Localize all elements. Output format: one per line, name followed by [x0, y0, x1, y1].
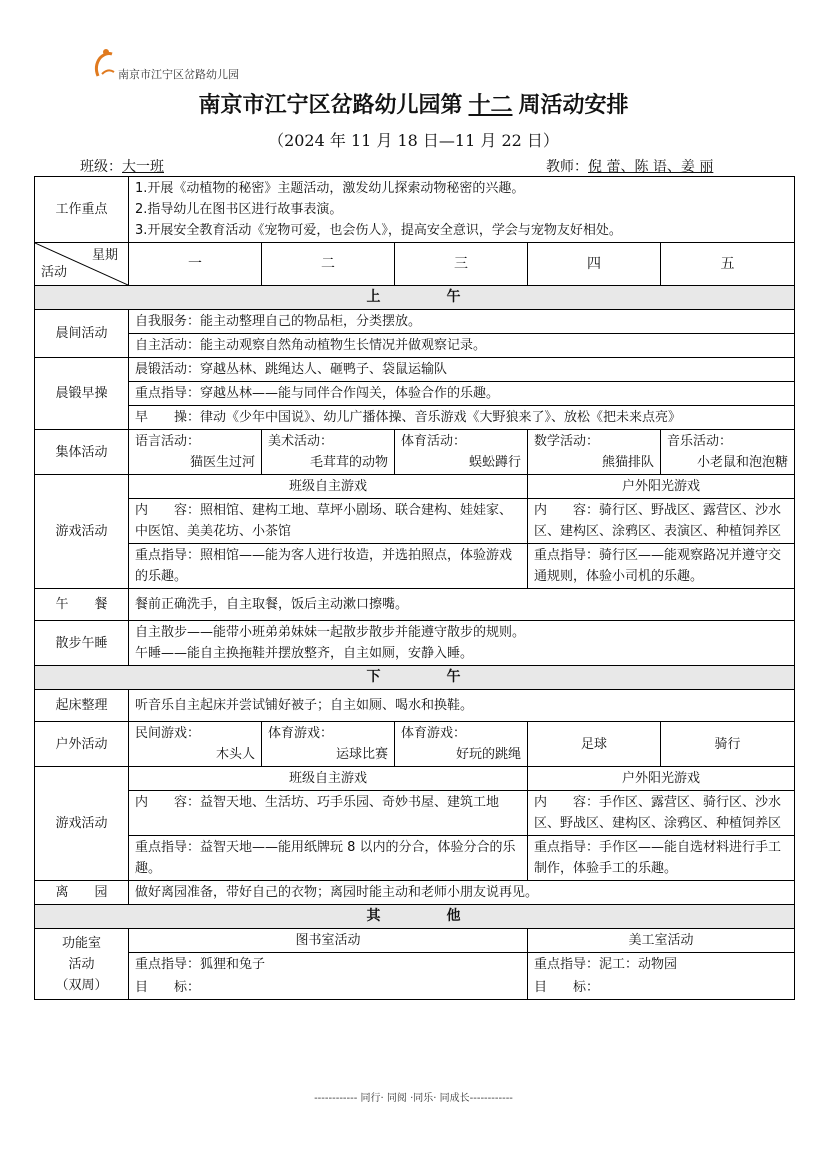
- function-room-label-line: 活动: [68, 956, 95, 972]
- library-guidance: 重点指导：狐狸和兔子: [129, 953, 528, 977]
- group-activity-label: 集体活动: [35, 430, 129, 475]
- function-room-row: [35, 953, 795, 977]
- outdoor-cell: [129, 722, 262, 767]
- morning-section-label: 上 午: [35, 286, 795, 310]
- week-number: 十二: [468, 92, 513, 118]
- self-activity-text: 自主活动：能主动观察自然角动植物生长情况并做观察记录。: [129, 334, 795, 358]
- outdoor-type: 民间游戏：: [135, 726, 201, 741]
- work-focus-item: 1.开展《动植物的秘密》主题活动，激发幼儿探索动物秘密的兴趣。: [135, 181, 525, 196]
- game-pm-row: [35, 767, 795, 791]
- group-activity-cell: [262, 430, 395, 475]
- self-service-text: 自我服务：能主动整理自己的物品柜，分类摆放。: [129, 310, 795, 334]
- function-room-row: [35, 929, 795, 953]
- art-room-title: 美工室活动: [528, 929, 795, 953]
- weekday-label: 星期: [91, 248, 118, 263]
- game-am-row: [35, 475, 795, 499]
- day-monday: 一: [129, 243, 262, 286]
- library-goal: 目 标：: [129, 976, 528, 1000]
- morning-activity-label: 晨间活动: [35, 310, 129, 358]
- football-cell: 足球: [528, 722, 661, 767]
- outdoor-game-content: 内 容：骑行区、野战区、露营区、沙水区、建构区、涂鸦区、表演区、种植饲养区: [528, 499, 795, 544]
- class-game-title: 班级自主游戏: [129, 767, 528, 791]
- day-thursday: 四: [528, 243, 661, 286]
- outdoor-game-title: 户外阳光游戏: [528, 767, 795, 791]
- activity-name: 熊猫排队: [601, 455, 654, 470]
- date-range: （2024 年 11 月 18 日—11 月 22 日）: [268, 131, 559, 150]
- teacher-info: [546, 156, 713, 176]
- outdoor-game-content: 内 容：手作区、露营区、骑行区、沙水区、野战区、建构区、涂鸦区、种植饲养区: [528, 791, 795, 836]
- group-activity-cell: [528, 430, 661, 475]
- wake-text: 听音乐自主起床并尝试铺好被子；自主如厕、喝水和换鞋。: [129, 690, 795, 722]
- work-focus-label: 工作重点: [35, 177, 129, 243]
- work-focus-item: 3.开展安全教育活动《宠物可爱，也会伤人》，提高安全意识，学会与宠物友好相处。: [135, 223, 622, 238]
- game-pm-row: [35, 791, 795, 836]
- function-room-label: [35, 929, 129, 1000]
- morning-exercise-label: 晨锻早操: [35, 358, 129, 430]
- activity-type: 语言活动：: [135, 434, 201, 449]
- activity-name: 蜈蚣蹲行: [468, 455, 521, 470]
- outdoor-type: 体育游戏：: [268, 726, 334, 741]
- afternoon-section-label: 下 午: [35, 666, 795, 690]
- activity-type: 数学活动：: [534, 434, 600, 449]
- group-activity-cell: [661, 430, 795, 475]
- activity-name: 毛茸茸的动物: [309, 455, 388, 470]
- morning-exercise-row: [35, 406, 795, 430]
- activity-name: 小老鼠和泡泡糖: [697, 455, 789, 470]
- game-am-row: [35, 499, 795, 544]
- outdoor-game-title: 户外阳光游戏: [528, 475, 795, 499]
- leave-label: 离 园: [35, 881, 129, 905]
- work-focus-item: 2.指导幼儿在图书区进行故事表演。: [135, 202, 343, 217]
- exercise-guidance-text: 重点指导：穿越丛林——能与同伴合作闯关，体验合作的乐趣。: [129, 382, 795, 406]
- morning-activity-row: [35, 334, 795, 358]
- class-info: [80, 156, 164, 176]
- riding-cell: 骑行: [661, 722, 795, 767]
- page-title: [0, 88, 827, 119]
- function-room-label-line: （双周）: [55, 977, 108, 993]
- wake-label: 起床整理: [35, 690, 129, 722]
- teacher-value: 倪 蕾、陈 语、姜 丽: [588, 159, 714, 175]
- library-title: 图书室活动: [129, 929, 528, 953]
- outdoor-cell: [262, 722, 395, 767]
- activity-name: 猫医生过河: [189, 455, 255, 470]
- activity-type: 体育活动：: [401, 434, 467, 449]
- exercise-text: 晨锻活动：穿越丛林、跳绳达人、砸鸭子、袋鼠运输队: [129, 358, 795, 382]
- morning-activity-row: [35, 310, 795, 334]
- class-game-content: 内 容：益智天地、生活坊、巧手乐园、奇妙书屋、建筑工地: [129, 791, 528, 836]
- class-value: 大一班: [122, 159, 164, 175]
- day-tuesday: 二: [262, 243, 395, 286]
- day-wednesday: 三: [395, 243, 528, 286]
- nap-content: [129, 621, 795, 666]
- title-prefix: 南京市江宁区岔路幼儿园第: [198, 92, 463, 118]
- activity-label: 活动: [41, 265, 68, 280]
- footer-motto: ------------ 同行· 同阅 ·同乐· 同成长------------: [314, 1093, 513, 1104]
- leave-text: 做好离园准备，带好自己的衣物；离园时能主动和老师小朋友说再见。: [129, 881, 795, 905]
- walk-text: 自主散步——能带小班弟弟妹妹一起散步散步并能遵守散步的规则。: [135, 625, 526, 640]
- outdoor-name: 运球比赛: [335, 747, 388, 762]
- afternoon-section-row: [35, 666, 795, 690]
- game-am-row: [35, 544, 795, 589]
- outdoor-type: 体育游戏：: [401, 726, 467, 741]
- work-focus-row: [35, 177, 795, 243]
- outdoor-game-guidance: 重点指导：骑行区——能观察路况并遵守交通规则，体验小司机的乐趣。: [528, 544, 795, 589]
- morning-exercise-row: [35, 382, 795, 406]
- exercise-routine-text: 早 操：律动《少年中国说》、幼儿广播体操、音乐游戏《大野狼来了》、放松《把未来点亮》: [129, 406, 795, 430]
- teacher-label: 教师：: [546, 159, 588, 175]
- work-focus-content: [129, 177, 795, 243]
- function-room-row: [35, 976, 795, 1000]
- school-logo-text: 南京市江宁区岔路幼儿园: [118, 68, 239, 81]
- sleep-text: 午睡——能自主换拖鞋并摆放整齐，自主如厕，安静入睡。: [135, 646, 474, 661]
- group-activity-row: [35, 430, 795, 475]
- day-friday: 五: [661, 243, 795, 286]
- lunch-text: 餐前正确洗手，自主取餐，饭后主动漱口擦嘴。: [129, 589, 795, 621]
- class-game-guidance: 重点指导：益智天地——能用纸牌玩 8 以内的分合，体验分合的乐趣。: [129, 836, 528, 881]
- nap-label: 散步午睡: [35, 621, 129, 666]
- title-suffix: 周活动安排: [518, 92, 629, 118]
- wake-row: [35, 690, 795, 722]
- weekday-header-row: [35, 243, 795, 286]
- outdoor-name: 好玩的跳绳: [455, 747, 521, 762]
- class-game-content: 内 容：照相馆、建构工地、草坪小剧场、联合建构、娃娃家、中医馆、美美花坊、小茶馆: [129, 499, 528, 544]
- class-label: 班级：: [80, 159, 122, 175]
- other-section-label: 其 他: [35, 905, 795, 929]
- outdoor-name: 木头人: [215, 747, 255, 762]
- outdoor-cell: [395, 722, 528, 767]
- activity-type: 美术活动：: [268, 434, 334, 449]
- nap-row: [35, 621, 795, 666]
- class-game-guidance: 重点指导：照相馆——能为客人进行妆造，并选拍照点，体验游戏的乐趣。: [129, 544, 528, 589]
- outdoor-row: [35, 722, 795, 767]
- schedule-table: [34, 176, 795, 1000]
- art-room-guidance: 重点指导：泥工：动物园: [528, 953, 795, 977]
- morning-exercise-row: [35, 358, 795, 382]
- activity-type: 音乐活动：: [667, 434, 733, 449]
- game-pm-row: [35, 836, 795, 881]
- lunch-row: [35, 589, 795, 621]
- group-activity-cell: [129, 430, 262, 475]
- outdoor-game-guidance: 重点指导：手作区——能自选材料进行手工制作，体验手工的乐趣。: [528, 836, 795, 881]
- function-room-label-line: 功能室: [61, 935, 101, 951]
- art-room-goal: 目 标：: [528, 976, 795, 1000]
- lunch-label: 午 餐: [35, 589, 129, 621]
- leave-row: [35, 881, 795, 905]
- game-pm-label: 游戏活动: [35, 767, 129, 881]
- class-game-title: 班级自主游戏: [129, 475, 528, 499]
- morning-section-row: [35, 286, 795, 310]
- group-activity-cell: [395, 430, 528, 475]
- outdoor-label: 户外活动: [35, 722, 129, 767]
- game-am-label: 游戏活动: [35, 475, 129, 589]
- other-section-row: [35, 905, 795, 929]
- weekday-activity-corner: [35, 243, 129, 286]
